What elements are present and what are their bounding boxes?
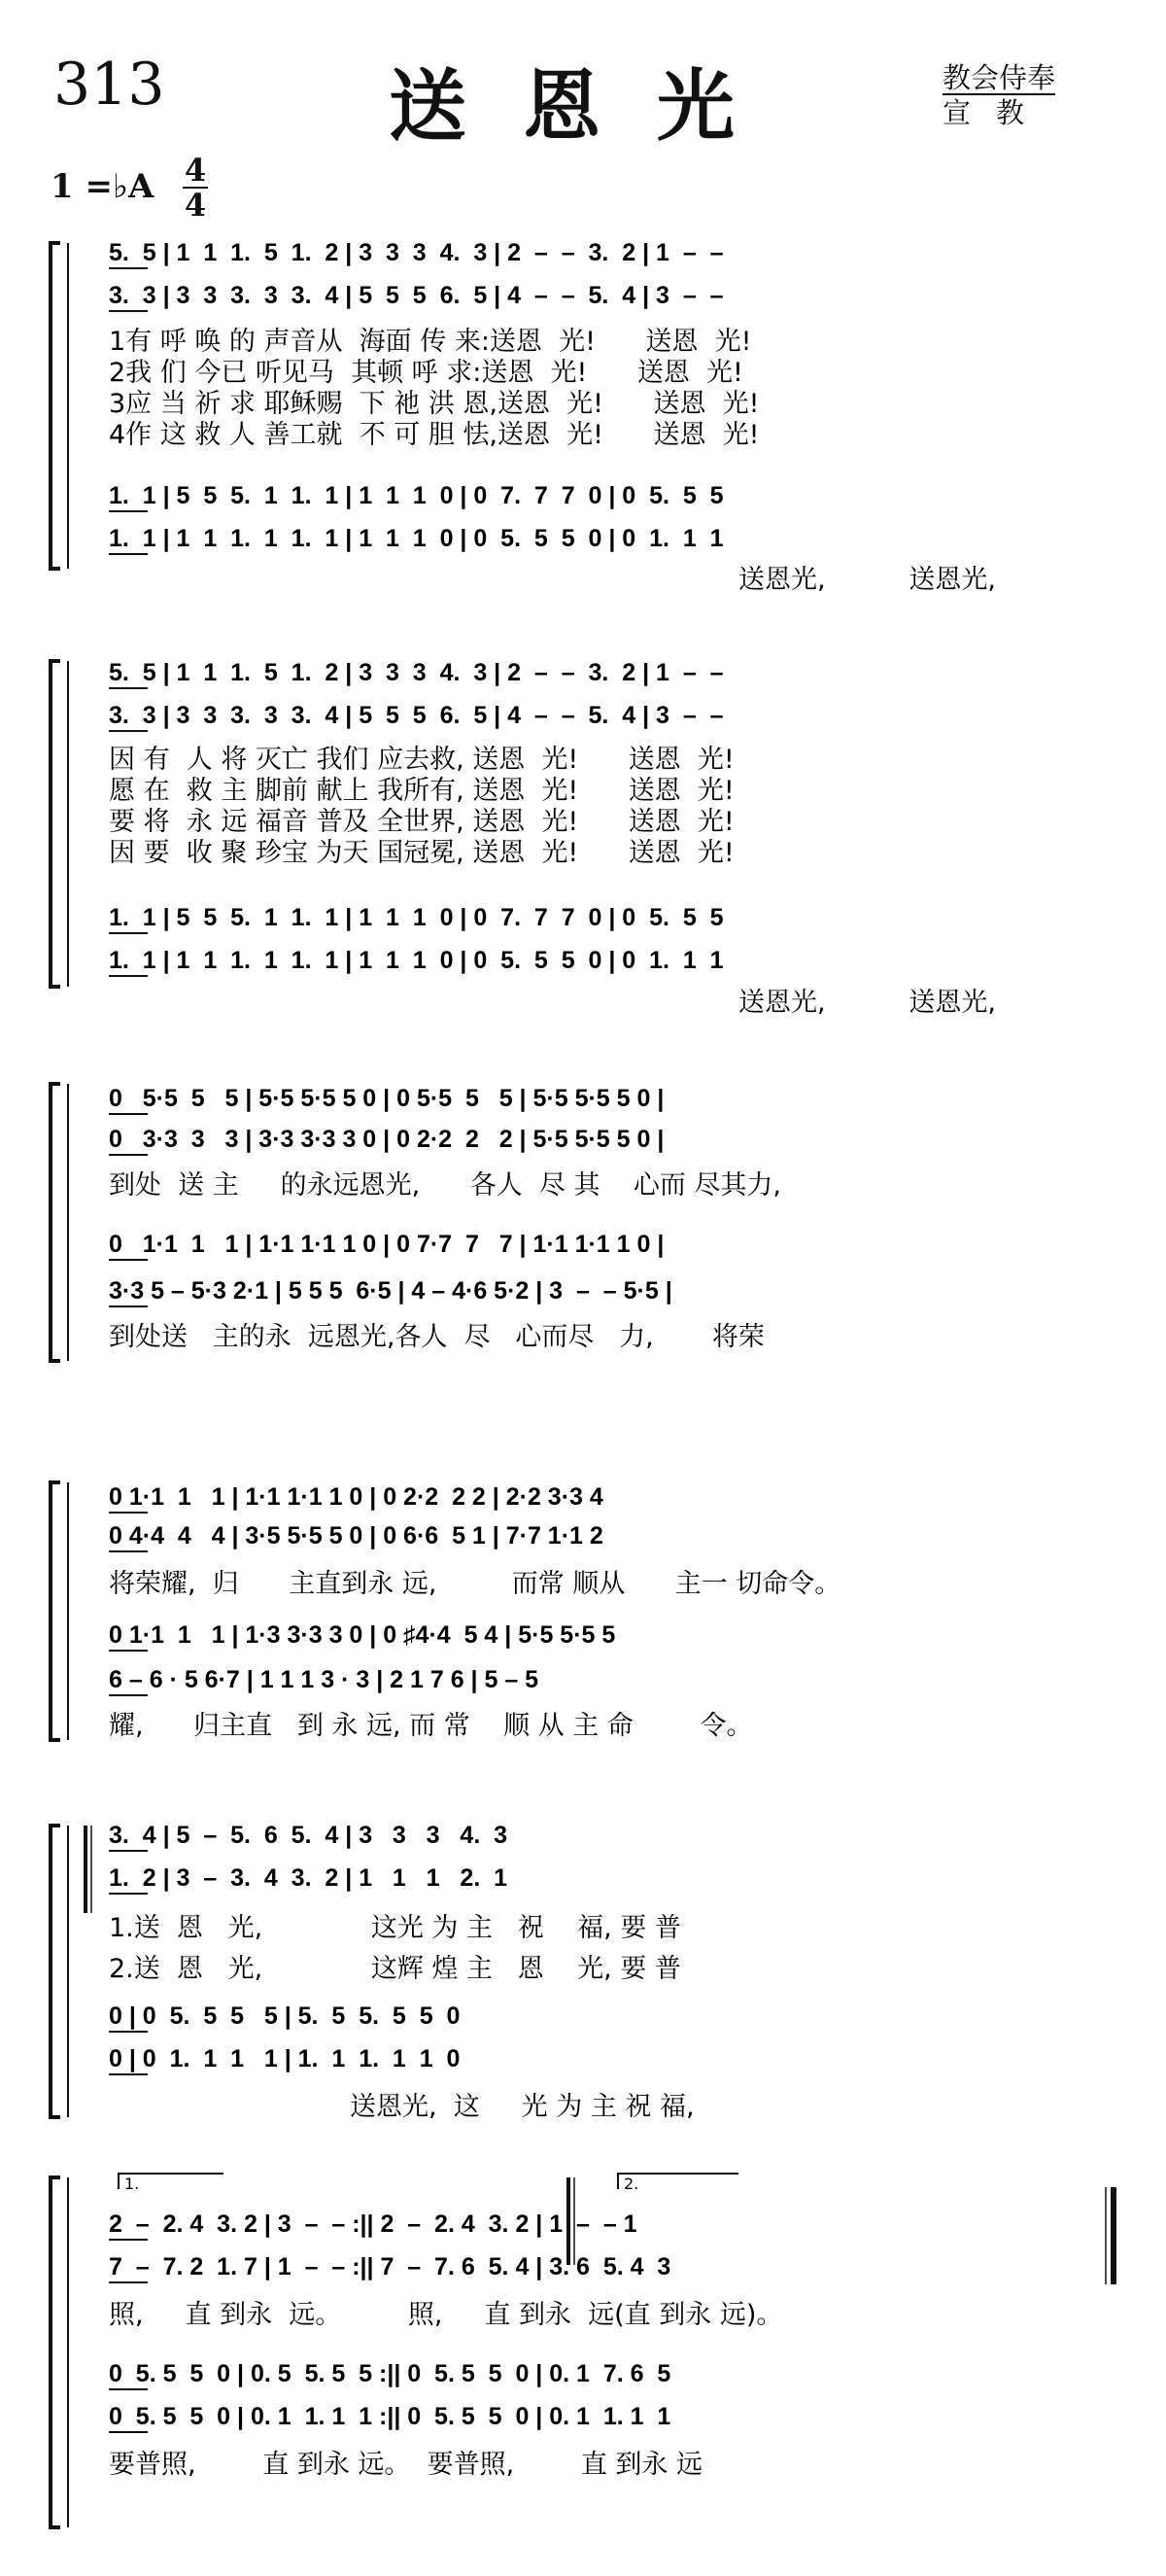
lyric-low: 送恩光, 送恩光, bbox=[738, 565, 996, 595]
notes-staves-1: 7 – 7. 2 1. 7 | 1 – – :|| 7 – 7. 6 5. 4 | 3. 6 5. 4 3 bbox=[109, 2253, 671, 2280]
system-bracket bbox=[51, 1084, 60, 1361]
hymn-number: 313 bbox=[53, 51, 165, 119]
verse-line-4: 4作 这 救 人 善工就 不 可 胆 怯,送恩 光! 送恩 光! bbox=[109, 420, 760, 450]
system-bracket bbox=[51, 243, 60, 569]
lyric-mid: 到处 送 主 的永远恩光, 各人 尽 其 心而 尽其力, bbox=[109, 1170, 781, 1201]
verse-line-1: 1有 呼 唤 的 声音从 海面 传 来:送恩 光! 送恩 光! bbox=[109, 327, 752, 357]
volta-label-2: 2. bbox=[624, 2175, 639, 2193]
notes-staves-1: 0 4·4 4 4 | 3·5 5·5 5 0 | 0 6·6 5 1 | 7·7 1·1 2 bbox=[109, 1522, 603, 1549]
lyric-low: 耀, 归主直 到 永 远, 而 常 顺 从 主 命 令。 bbox=[109, 1711, 753, 1741]
notes-staves-0: 0 5·5 5 5 | 5·5 5·5 5 0 | 0 5·5 5 5 | 5·5 5·5 5 0 | bbox=[109, 1085, 665, 1112]
credit-line-2: 宣教 bbox=[943, 96, 1050, 129]
system-4 bbox=[51, 1482, 840, 1741]
verse-line-2: 2.送 恩 光, 这辉 煌 主 恩 光, 要 普 bbox=[109, 1954, 681, 1984]
notes-staves-low-0: 0 5. 5 5 0 | 0. 5 5. 5 5 :|| 0 5. 5 5 0 | 0. 1 7. 6 5 bbox=[109, 2360, 671, 2387]
time-signature-bottom: 4 bbox=[184, 187, 207, 224]
notes-staves-0: 0 1·1 1 1 | 1·1 1·1 1 0 | 0 2·2 2 2 | 2·2 3·3 4 bbox=[109, 1483, 603, 1511]
volta-label-1: 1. bbox=[124, 2175, 140, 2193]
notes-staves-low-1: 0 5. 5 5 0 | 0. 1 1. 1 1 :|| 0 5. 5 5 0 | 0. 1 1. 1 1 bbox=[109, 2403, 671, 2430]
hymn-title: 送恩光 bbox=[389, 61, 791, 152]
notes-staves-0: 5. 5 | 1 1 1. 5 1. 2 | 3 3 3 4. 3 | 2 – – 3. 2 | 1 – – bbox=[109, 239, 724, 266]
system-6 bbox=[51, 2174, 782, 2527]
notes-staves-low-0: 1. 1 | 5 5 5. 1 1. 1 | 1 1 1 0 | 0 7. 7 7 0 | 0 5. 5 5 bbox=[109, 482, 724, 509]
notes-staves-low-1: 3·3 5 – 5·3 2·1 | 5 5 5 6·5 | 4 – 4·6 5·2 | 3 – – 5·5 | bbox=[109, 1277, 672, 1305]
system-3 bbox=[51, 1084, 781, 1361]
system-bracket bbox=[51, 2177, 60, 2527]
notes-staves-1: 1. 2 | 3 – 3. 4 3. 2 | 1 1 1 2. 1 bbox=[109, 1864, 508, 1892]
verse-line-1: 1.送 恩 光, 这光 为 主 祝 福, 要 普 bbox=[109, 1913, 681, 1943]
notes-staves-low-0: 1. 1 | 5 5 5. 1 1. 1 | 1 1 1 0 | 0 7. 7 7 0 | 0 5. 5 5 bbox=[109, 904, 724, 931]
notes-staves-low-1: 1. 1 | 1 1 1. 1 1. 1 | 1 1 1 0 | 0 5. 5 5 0 | 0 1. 1 1 bbox=[109, 525, 724, 552]
system-2 bbox=[51, 659, 996, 1018]
lyric-low: 送恩光, 这 光 为 主 祝 福, bbox=[350, 2092, 695, 2122]
system-bracket bbox=[51, 661, 60, 987]
time-signature-top: 4 bbox=[184, 152, 207, 189]
verse-line-3: 要 将 永 远 福音 普及 全世界, 送恩 光! 送恩 光! bbox=[109, 807, 735, 837]
lyric-low: 送恩光, 送恩光, bbox=[738, 988, 996, 1018]
verse-line-2: 愿 在 救 主 脚前 献上 我所有, 送恩 光! 送恩 光! bbox=[109, 776, 735, 806]
notes-staves-low-1: 6 – 6 · 5 6·7 | 1 1 1 3 · 3 | 2 1 7 6 | 5 – 5 bbox=[109, 1666, 539, 1693]
notes-staves-low-1: 1. 1 | 1 1 1. 1 1. 1 | 1 1 1 0 | 0 5. 5 5 0 | 0 1. 1 1 bbox=[109, 947, 724, 974]
notes-staves-low-0: 0 | 0 5. 5 5 5 | 5. 5 5. 5 5 0 bbox=[109, 2002, 461, 2030]
lyric-low: 要普照, 直 到永 远。 要普照, 直 到永 远 bbox=[109, 2450, 703, 2480]
system-bracket bbox=[51, 1482, 60, 1740]
notes-staves-0: 2 – 2. 4 3. 2 | 3 – – :|| 2 – 2. 4 3. 2 | 1 – – 1 bbox=[109, 2210, 637, 2238]
system-bracket bbox=[51, 1826, 60, 2117]
credit-line-1: 教会侍奉 bbox=[943, 61, 1056, 94]
notes-staves-1: 3. 3 | 3 3 3. 3 3. 4 | 5 5 5 6. 5 | 4 – – 5. 4 | 3 – – bbox=[109, 702, 724, 729]
notes-staves-low-0: 0 1·1 1 1 | 1·1 1·1 1 0 | 0 7·7 7 7 | 1·1 1·1 1 0 | bbox=[109, 1231, 665, 1258]
system-5 bbox=[51, 1822, 695, 2122]
lyric-low: 到处送 主的永 远恩光,各人 尽 心而尽 力, 将荣 bbox=[109, 1322, 765, 1352]
notes-staves-0: 5. 5 | 1 1 1. 5 1. 2 | 3 3 3 4. 3 | 2 – – 3. 2 | 1 – – bbox=[109, 659, 724, 686]
verse-line-3: 3应 当 祈 求 耶稣赐 下 祂 洪 恩,送恩 光! 送恩 光! bbox=[109, 389, 760, 419]
verse-line-1: 因 有 人 将 灭亡 我们 应去救, 送恩 光! 送恩 光! bbox=[109, 745, 735, 775]
notes-staves-1: 0 3·3 3 3 | 3·3 3·3 3 0 | 0 2·2 2 2 | 5·5 5·5 5 0 | bbox=[109, 1126, 665, 1153]
notes-staves-low-1: 0 | 0 1. 1 1 1 | 1. 1 1. 1 1 0 bbox=[109, 2045, 461, 2072]
notes-staves-0: 3. 4 | 5 – 5. 6 5. 4 | 3 3 3 4. 3 bbox=[109, 1822, 508, 1849]
system-1 bbox=[51, 239, 996, 595]
lyric-mid: 照, 直 到永 远。 照, 直 到永 远(直 到永 远)。 bbox=[109, 2300, 783, 2330]
key-signature: 1 =♭A bbox=[51, 167, 154, 206]
verse-line-2: 2我 们 今已 听见马 其顿 呼 求:送恩 光! 送恩 光! bbox=[109, 358, 743, 388]
lyric-mid: 将荣耀, 归 主直到永 远, 而常 顺从 主一 切命令。 bbox=[109, 1569, 841, 1599]
verse-line-4: 因 要 收 聚 珍宝 为天 国冠冕, 送恩 光! 送恩 光! bbox=[109, 838, 735, 868]
notes-staves-low-0: 0 1·1 1 1 | 1·3 3·3 3 0 | 0 ♯4·4 5 4 | 5·5 5·5 5 bbox=[109, 1621, 616, 1649]
notes-staves-1: 3. 3 | 3 3 3. 3 3. 4 | 5 5 5 6. 5 | 4 – – 5. 4 | 3 – – bbox=[109, 282, 724, 309]
